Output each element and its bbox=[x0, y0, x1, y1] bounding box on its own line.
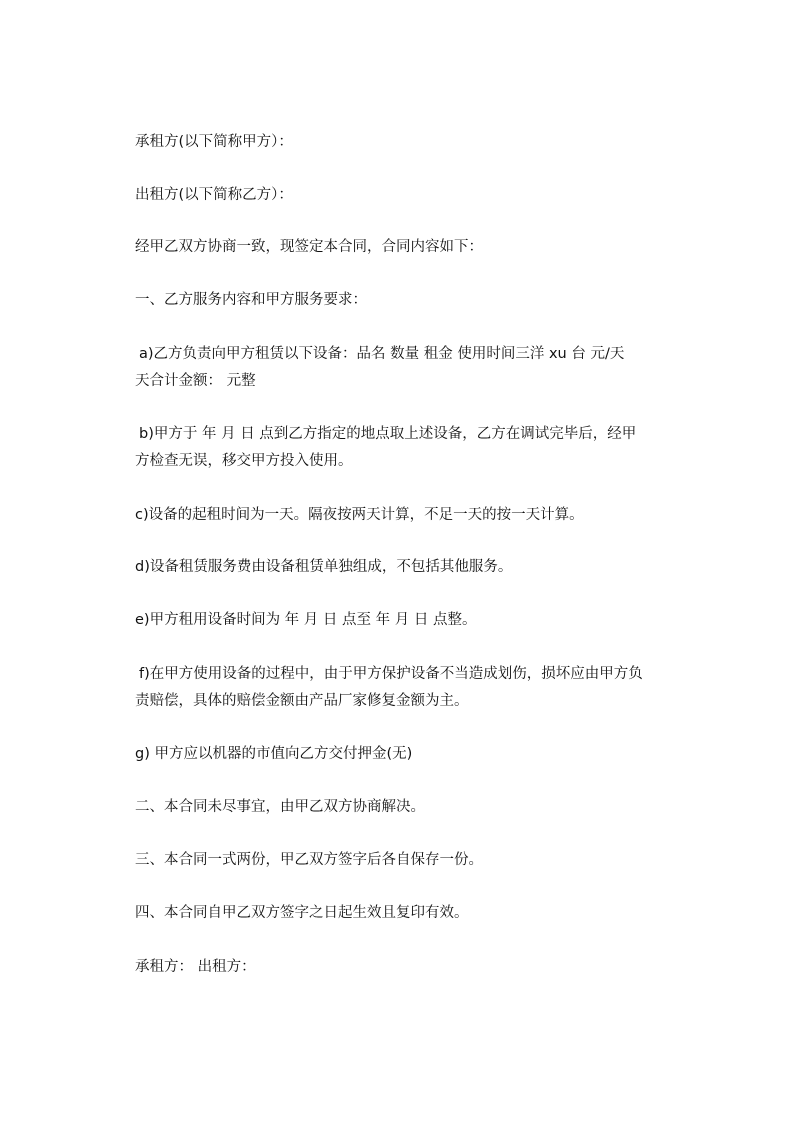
item-a-line-2: 天合计金额： 元整 bbox=[135, 373, 256, 389]
item-b-line-1: b)甲方于 年 月 日 点到乙方指定的地点取上述设备，乙方在调试完毕后，经甲 bbox=[139, 426, 637, 442]
item-g: g) 甲方应以机器的市值向乙方交付押金(无) bbox=[135, 746, 413, 762]
item-c: c)设备的起租时间为一天。隔夜按两天计算，不足一天的按一天计算。 bbox=[135, 507, 584, 523]
section-1-title: 一、乙方服务内容和甲方服务要求： bbox=[135, 292, 367, 308]
section-2: 二、本合同未尽事宜，由甲乙双方协商解决。 bbox=[135, 799, 425, 815]
lessee-line: 承租方(以下简称甲方）： bbox=[135, 134, 293, 150]
item-f-line-2: 责赔偿，具体的赔偿金额由产品厂家修复金额为主。 bbox=[135, 693, 469, 709]
item-b-line-2: 方检查无误，移交甲方投入使用。 bbox=[135, 453, 353, 469]
lessor-line: 出租方(以下简称乙方）： bbox=[135, 187, 293, 203]
item-a-line-1: a)乙方负责向甲方租赁以下设备：品名 数量 租金 使用时间三洋 xu 台 元/天 bbox=[139, 346, 625, 362]
signature-line: 承租方： 出租方： bbox=[135, 959, 256, 975]
preamble: 经甲乙双方协商一致，现签定本合同，合同内容如下： bbox=[135, 239, 483, 255]
section-4: 四、本合同自甲乙双方签字之日起生效且复印有效。 bbox=[135, 905, 469, 921]
item-d: d)设备租赁服务费由设备租赁单独组成，不包括其他服务。 bbox=[135, 559, 513, 575]
item-e: e)甲方租用设备时间为 年 月 日 点至 年 月 日 点整。 bbox=[135, 612, 477, 628]
section-3: 三、本合同一式两份，甲乙双方签字后各自保存一份。 bbox=[135, 852, 483, 868]
item-f-line-1: f)在甲方使用设备的过程中，由于甲方保护设备不当造成划伤，损坏应由甲方负 bbox=[139, 666, 643, 682]
